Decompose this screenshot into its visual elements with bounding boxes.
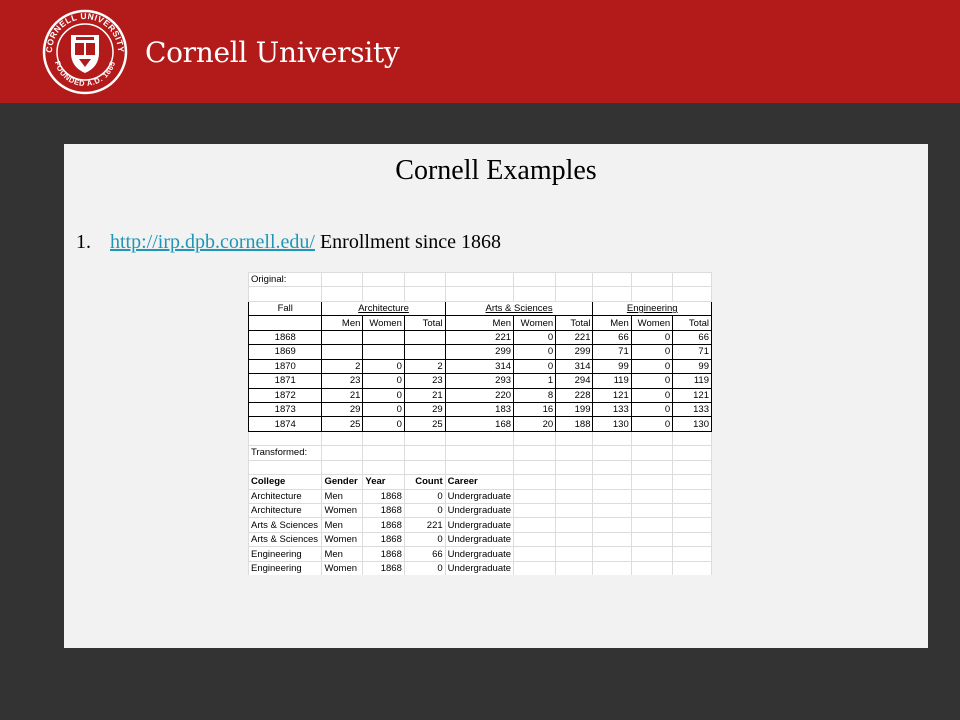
sheet-cell-empty (631, 475, 672, 489)
list-item (76, 230, 501, 254)
value-cell: 199 (556, 402, 593, 416)
sheet-cell-empty (631, 532, 672, 546)
sheet-cell-empty (556, 460, 593, 474)
value-cell: 0 (631, 402, 672, 416)
transformed-cell: 66 (404, 547, 445, 561)
subheader-cell: Total (556, 316, 593, 330)
value-cell: 21 (322, 388, 363, 402)
transformed-cell: 1868 (363, 547, 404, 561)
transformed-cell: Women (322, 504, 363, 518)
sheet-cell-empty (514, 489, 556, 503)
sheet-cell-empty (249, 460, 322, 474)
transformed-label: Transformed: (249, 446, 322, 460)
sheet-cell-empty (556, 431, 593, 445)
sheet-cell-empty (556, 518, 593, 532)
sheet-cell-empty (593, 287, 631, 301)
value-cell: 0 (363, 417, 404, 431)
subheader-cell: Men (593, 316, 631, 330)
value-cell: 221 (445, 330, 513, 344)
sheet-cell-empty (631, 273, 672, 287)
transformed-cell: Men (322, 489, 363, 503)
sheet-cell-empty (404, 287, 445, 301)
transformed-header: Gender (322, 475, 363, 489)
subheader-cell: Total (404, 316, 445, 330)
year-cell: 1869 (249, 345, 322, 359)
transformed-cell: Engineering (249, 547, 322, 561)
value-cell: 0 (631, 330, 672, 344)
sheet-cell-empty (514, 287, 556, 301)
value-cell (404, 345, 445, 359)
subheader-cell: Men (445, 316, 513, 330)
sheet-cell-empty (249, 287, 322, 301)
sheet-row (249, 446, 712, 460)
value-cell: 0 (514, 359, 556, 373)
value-cell: 130 (673, 417, 712, 431)
value-cell: 121 (593, 388, 631, 402)
value-cell: 25 (404, 417, 445, 431)
sheet-cell-empty (593, 518, 631, 532)
group-header: Architecture (322, 301, 445, 315)
value-cell: 130 (593, 417, 631, 431)
transformed-cell: Undergraduate (445, 489, 513, 503)
value-cell: 119 (593, 374, 631, 388)
sheet-cell-empty (445, 446, 513, 460)
header-bar (0, 0, 960, 103)
sheet-cell-empty (514, 475, 556, 489)
sheet-row (249, 431, 712, 445)
year-cell: 1872 (249, 388, 322, 402)
value-cell: 23 (322, 374, 363, 388)
sheet-cell-empty (556, 489, 593, 503)
sheet-cell-empty (593, 547, 631, 561)
slide-content (64, 144, 928, 648)
slide-title: Cornell Examples (395, 155, 597, 186)
sheet-cell-empty (363, 431, 404, 445)
sheet-cell-empty (631, 287, 672, 301)
value-cell: 299 (445, 345, 513, 359)
sheet-cell-empty (673, 504, 712, 518)
transformed-cell: Engineering (249, 561, 322, 575)
sheet-cell-empty (631, 431, 672, 445)
sheet-subheader-row (249, 316, 712, 330)
value-cell (322, 330, 363, 344)
sheet-cell-empty (593, 532, 631, 546)
sheet-cell-empty (631, 504, 672, 518)
sheet-cell-empty (673, 446, 712, 460)
value-cell: 25 (322, 417, 363, 431)
value-cell: 0 (514, 330, 556, 344)
sheet-cell-empty (363, 446, 404, 460)
group-header: Engineering (593, 301, 712, 315)
year-cell: 1874 (249, 417, 322, 431)
sheet-cell-empty (556, 475, 593, 489)
year-cell: 1868 (249, 330, 322, 344)
value-cell: 133 (673, 402, 712, 416)
value-cell: 183 (445, 402, 513, 416)
sheet-row (249, 460, 712, 474)
sheet-cell-empty (514, 273, 556, 287)
table-row (249, 489, 712, 503)
value-cell: 20 (514, 417, 556, 431)
value-cell: 16 (514, 402, 556, 416)
original-label: Original: (249, 273, 322, 287)
value-cell: 99 (593, 359, 631, 373)
value-cell: 29 (404, 402, 445, 416)
value-cell: 0 (631, 359, 672, 373)
sheet-cell-empty (445, 273, 513, 287)
value-cell: 133 (593, 402, 631, 416)
transformed-cell: Men (322, 518, 363, 532)
sheet-cell-empty (249, 431, 322, 445)
sheet-cell-empty (404, 273, 445, 287)
value-cell: 23 (404, 374, 445, 388)
value-cell: 121 (673, 388, 712, 402)
value-cell: 2 (322, 359, 363, 373)
sheet-cell-empty (631, 460, 672, 474)
transformed-header: Count (404, 475, 445, 489)
subheader-cell: Total (673, 316, 712, 330)
table-row (249, 417, 712, 431)
sheet-cell-empty (249, 316, 322, 330)
value-cell: 66 (673, 330, 712, 344)
transformed-cell: Undergraduate (445, 561, 513, 575)
sheet-cell-empty (404, 460, 445, 474)
value-cell (404, 330, 445, 344)
transformed-cell: Arts & Sciences (249, 518, 322, 532)
sheet-cell-empty (593, 475, 631, 489)
value-cell: 314 (445, 359, 513, 373)
value-cell: 0 (514, 345, 556, 359)
sheet-cell-empty (514, 431, 556, 445)
sheet-row (249, 287, 712, 301)
sheet-cell-empty (593, 489, 631, 503)
sheet-cell-empty (556, 547, 593, 561)
table-row (249, 374, 712, 388)
sheet-cell-empty (631, 446, 672, 460)
transformed-cell: 0 (404, 561, 445, 575)
table-row (249, 561, 712, 575)
sheet-cell-empty (673, 287, 712, 301)
value-cell: 119 (673, 374, 712, 388)
sheet-cell-empty (593, 446, 631, 460)
sheet-cell-empty (631, 547, 672, 561)
transformed-cell: Women (322, 532, 363, 546)
svg-text:CORNELL UNIVERSITY: CORNELL UNIVERSITY (43, 10, 127, 54)
sheet-row (249, 273, 712, 287)
value-cell: 66 (593, 330, 631, 344)
value-cell: 188 (556, 417, 593, 431)
sheet-cell-empty (556, 287, 593, 301)
sheet-cell-empty (363, 287, 404, 301)
value-cell (322, 345, 363, 359)
subheader-cell: Men (322, 316, 363, 330)
sheet-cell-empty (556, 273, 593, 287)
value-cell (363, 345, 404, 359)
sheet-cell-empty (556, 561, 593, 575)
transformed-cell: 1868 (363, 561, 404, 575)
sheet-cell-empty (673, 431, 712, 445)
year-cell: 1870 (249, 359, 322, 373)
sheet-cell-empty (322, 431, 363, 445)
transformed-cell: Architecture (249, 504, 322, 518)
subheader-cell: Women (363, 316, 404, 330)
subheader-cell: Women (631, 316, 672, 330)
sheet-cell-empty (593, 504, 631, 518)
enrollment-spreadsheet (248, 272, 712, 575)
value-cell: 0 (363, 402, 404, 416)
transformed-cell: Architecture (249, 489, 322, 503)
value-cell: 314 (556, 359, 593, 373)
transformed-cell: Undergraduate (445, 518, 513, 532)
table-row (249, 532, 712, 546)
transformed-cell: 1868 (363, 504, 404, 518)
value-cell: 2 (404, 359, 445, 373)
sheet-cell-empty (322, 287, 363, 301)
sheet-cell-empty (673, 561, 712, 575)
sheet-cell-empty (445, 460, 513, 474)
value-cell: 0 (363, 388, 404, 402)
table-row (249, 388, 712, 402)
sheet-cell-empty (556, 446, 593, 460)
sheet-cell-empty (673, 475, 712, 489)
value-cell: 228 (556, 388, 593, 402)
sheet-cell-empty (673, 518, 712, 532)
transformed-cell: 0 (404, 532, 445, 546)
transformed-cell: Women (322, 561, 363, 575)
sheet-cell-empty (445, 431, 513, 445)
value-cell (363, 330, 404, 344)
sheet-cell-empty (322, 460, 363, 474)
sheet-header-row (249, 301, 712, 315)
table-row (249, 547, 712, 561)
value-cell: 299 (556, 345, 593, 359)
transformed-cell: Undergraduate (445, 504, 513, 518)
sheet-cell-empty (593, 561, 631, 575)
transformed-cell: Undergraduate (445, 547, 513, 561)
sheet-cell-empty (673, 489, 712, 503)
value-cell: 294 (556, 374, 593, 388)
table-row (249, 402, 712, 416)
sheet-header-row (249, 475, 712, 489)
transformed-cell: 0 (404, 489, 445, 503)
sheet-cell-empty (631, 518, 672, 532)
value-cell: 168 (445, 417, 513, 431)
sheet-cell-empty (593, 273, 631, 287)
sheet-cell-empty (363, 460, 404, 474)
transformed-header: Year (363, 475, 404, 489)
value-cell: 99 (673, 359, 712, 373)
table-row (249, 359, 712, 373)
transformed-header: Career (445, 475, 513, 489)
value-cell: 0 (363, 359, 404, 373)
brand-wordmark: Cornell University (145, 36, 400, 69)
value-cell: 0 (631, 374, 672, 388)
year-cell: 1873 (249, 402, 322, 416)
sheet-cell-empty (514, 532, 556, 546)
sheet-cell-empty (673, 460, 712, 474)
sheet-cell-empty (631, 561, 672, 575)
value-cell: 29 (322, 402, 363, 416)
table-row (249, 504, 712, 518)
sheet-cell-empty (673, 273, 712, 287)
sheet-cell-empty (593, 460, 631, 474)
value-cell: 71 (593, 345, 631, 359)
value-cell: 293 (445, 374, 513, 388)
subheader-cell: Women (514, 316, 556, 330)
sheet-cell-empty (514, 547, 556, 561)
cornell-seal-icon (42, 9, 128, 95)
sheet-cell-empty (514, 460, 556, 474)
svg-text:FOUNDED A.D. 1865: FOUNDED A.D. 1865 (52, 59, 118, 89)
value-cell: 221 (556, 330, 593, 344)
sheet-cell-empty (631, 489, 672, 503)
sheet-cell-empty (445, 287, 513, 301)
sheet-cell-empty (404, 446, 445, 460)
transformed-cell: 1868 (363, 489, 404, 503)
transformed-cell: 221 (404, 518, 445, 532)
list-item-text: Enrollment since 1868 (319, 231, 502, 253)
sheet-cell-empty (514, 561, 556, 575)
sheet-cell-empty (322, 273, 363, 287)
value-cell: 220 (445, 388, 513, 402)
table-row (249, 345, 712, 359)
transformed-cell: 1868 (363, 532, 404, 546)
transformed-header: College (249, 475, 322, 489)
value-cell: 0 (363, 374, 404, 388)
sheet-cell-empty (404, 431, 445, 445)
table-row (249, 518, 712, 532)
list-number: 1. (76, 231, 91, 253)
sheet-cell-empty (673, 532, 712, 546)
sheet-cell-empty (673, 547, 712, 561)
transformed-cell: Undergraduate (445, 532, 513, 546)
irp-link[interactable]: http://irp.dpb.cornell.edu/ (110, 231, 315, 253)
transformed-cell: Men (322, 547, 363, 561)
sheet-cell-empty (363, 273, 404, 287)
transformed-cell: 0 (404, 504, 445, 518)
sheet-cell-empty (514, 504, 556, 518)
sheet-cell-empty (556, 504, 593, 518)
group-header: Arts & Sciences (445, 301, 593, 315)
table-row (249, 330, 712, 344)
value-cell: 21 (404, 388, 445, 402)
value-cell: 0 (631, 417, 672, 431)
sheet-cell-empty (322, 446, 363, 460)
value-cell: 0 (631, 388, 672, 402)
value-cell: 71 (673, 345, 712, 359)
value-cell: 0 (631, 345, 672, 359)
spreadsheet-image (248, 272, 712, 575)
value-cell: 8 (514, 388, 556, 402)
year-cell: 1871 (249, 374, 322, 388)
transformed-cell: Arts & Sciences (249, 532, 322, 546)
sheet-cell-empty (556, 532, 593, 546)
sheet-cell-empty (514, 518, 556, 532)
value-cell: 1 (514, 374, 556, 388)
sheet-cell-empty (593, 431, 631, 445)
sheet-cell-empty (514, 446, 556, 460)
transformed-cell: 1868 (363, 518, 404, 532)
fall-header: Fall (249, 301, 322, 315)
